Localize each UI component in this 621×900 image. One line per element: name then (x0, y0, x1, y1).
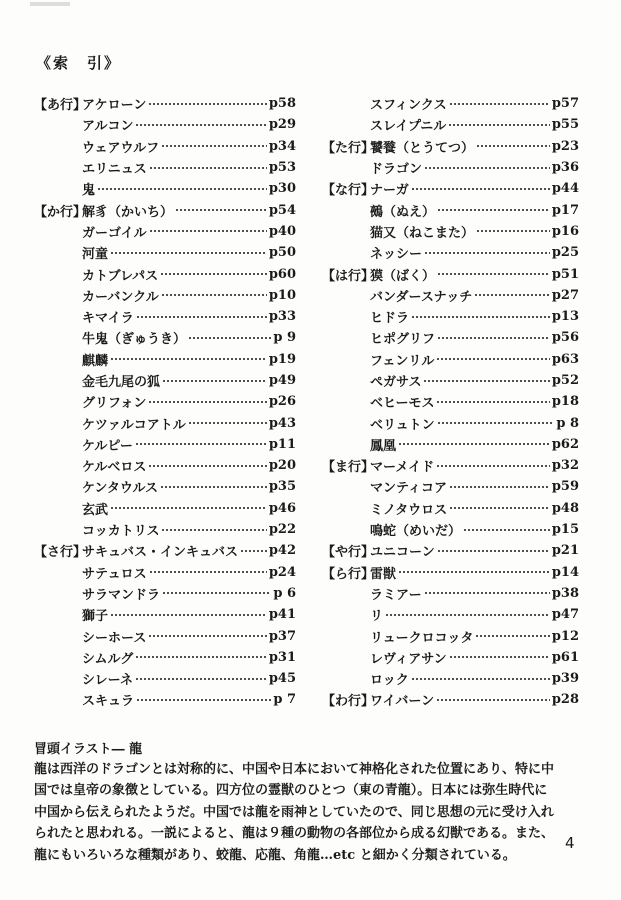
index-term: マンティコア (370, 481, 447, 497)
index-page-ref: p47 (551, 607, 579, 623)
index-page-ref: p24 (268, 564, 296, 580)
dot-leader (149, 571, 267, 573)
index-entry (322, 178, 579, 199)
index-page-ref: p17 (551, 202, 579, 218)
dot-leader (161, 529, 266, 531)
index-term: ラミアー (370, 587, 422, 603)
index-term: 鳴蛇（めいだ） (370, 524, 462, 540)
index-page-ref: p27 (551, 287, 579, 303)
index-entry (322, 625, 579, 646)
index-term: ロック (370, 673, 409, 689)
dot-leader (162, 592, 271, 594)
index-term: ワイバーン (370, 694, 435, 710)
index-entry (322, 306, 579, 327)
index-term: ミノタウロス (370, 502, 448, 518)
index-entry (322, 647, 579, 668)
index-column-right (322, 93, 579, 711)
dot-leader (240, 550, 267, 552)
index-term: サキュバス・インキュバス (82, 545, 239, 561)
index-entry (322, 114, 579, 135)
index-page-ref: p59 (551, 479, 579, 495)
index-term: キマイラ (82, 311, 134, 327)
dot-leader (110, 507, 267, 509)
index-entry (322, 562, 579, 583)
index-term: ドラゴン (370, 162, 423, 178)
index-page-ref: p38 (551, 585, 579, 601)
index-page-ref: p46 (268, 500, 296, 516)
index-page-ref: p 6 (273, 585, 296, 601)
dot-leader (436, 699, 550, 701)
index-page-ref: p62 (551, 436, 579, 452)
index-entry (322, 498, 579, 519)
index-term: 猫又（ねこまた） (370, 225, 475, 241)
index-page-ref: p12 (551, 628, 579, 644)
index-term: 玄武 (82, 502, 109, 518)
dot-leader (135, 124, 266, 126)
index-entry (34, 412, 296, 433)
index-term: 麒麟 (82, 353, 109, 369)
dot-leader (188, 422, 267, 424)
index-page-ref: p50 (268, 245, 296, 261)
index-entry (322, 689, 579, 710)
index-term: マーメイド (370, 460, 435, 476)
index-page-ref: p35 (268, 479, 296, 495)
dot-leader (437, 422, 555, 424)
index-term: カーバンクル (82, 289, 159, 305)
dot-leader (449, 507, 550, 509)
dot-leader (448, 124, 550, 126)
index-term: スフィンクス (370, 98, 447, 114)
index-entry (322, 199, 579, 220)
index-page-ref: p34 (268, 138, 296, 154)
dot-leader (136, 699, 271, 701)
index-entry (322, 93, 579, 114)
dot-leader (449, 103, 550, 105)
index-term: 河童 (82, 247, 109, 263)
index-term: シムルグ (82, 651, 134, 667)
dot-leader (436, 358, 549, 360)
index-page-ref: p 9 (273, 330, 296, 346)
dot-leader (437, 550, 550, 552)
index-term: ケルベロス (82, 460, 147, 476)
index-page-ref: p10 (268, 287, 296, 303)
index-entry (34, 114, 296, 135)
index-group-label: 【ら行】 (322, 566, 375, 582)
index-entry (34, 519, 296, 540)
dot-leader (411, 678, 550, 680)
index-page-ref: p37 (268, 628, 296, 644)
index-page-ref: p58 (268, 96, 296, 112)
index-page-ref: p11 (268, 436, 296, 452)
index-term: ヒドラ (370, 311, 410, 327)
dot-leader (411, 316, 550, 318)
index-entry (322, 476, 579, 497)
index-term: ペガサス (370, 375, 422, 390)
index-page-ref: p22 (268, 522, 296, 538)
index-term: 獅子 (82, 609, 109, 625)
index-page-ref: p23 (551, 138, 579, 154)
index-term: レヴィアサン (370, 651, 447, 667)
index-term: グリフォン (82, 396, 147, 412)
index-group-label: 【た行】 (322, 140, 375, 156)
index-entry (34, 136, 296, 157)
dot-leader (161, 145, 267, 147)
index-column-left (34, 93, 296, 711)
index-term: ナーガ (370, 183, 409, 199)
index-entry (34, 242, 296, 263)
index-page-ref: p56 (551, 330, 579, 346)
index-entry (322, 263, 579, 284)
index-entry (34, 625, 296, 646)
index-entry (34, 306, 296, 327)
dot-leader (148, 401, 266, 403)
index-page-ref: p25 (551, 245, 579, 261)
dot-leader (135, 443, 267, 445)
index-page-ref: p16 (551, 223, 579, 239)
index-page-ref: p42 (268, 543, 296, 559)
index-page-ref: p63 (551, 351, 579, 367)
index-page-ref: p26 (268, 394, 296, 410)
index-term: 解豸（かいち） (82, 204, 174, 220)
dot-leader (110, 358, 267, 360)
dot-leader (161, 294, 267, 296)
index-term: 獏（ばく） (370, 268, 436, 284)
dot-leader (423, 380, 549, 382)
dot-leader (476, 145, 550, 147)
index-term: 饕餮（とうてつ） (370, 140, 475, 156)
index-term: アケローン (82, 98, 147, 114)
index-group-label: 【や行】 (322, 545, 375, 561)
index-entry (322, 370, 579, 391)
index-page-ref: p19 (268, 351, 296, 367)
index-page-ref: p57 (551, 96, 579, 112)
dot-leader (149, 230, 267, 232)
index-group-label: 【な行】 (322, 183, 375, 199)
index-term: スキュラ (82, 694, 135, 710)
index-group-label: 【あ行】 (34, 98, 87, 114)
index-entry (34, 434, 296, 455)
dot-leader (160, 273, 267, 275)
index-entry (34, 540, 296, 561)
index-page-ref: p41 (268, 607, 296, 623)
index-group-label: 【か行】 (34, 204, 87, 220)
dot-leader (175, 209, 267, 211)
index-term: 鬼 (82, 183, 96, 199)
index-page-ref: p29 (268, 117, 296, 133)
dot-leader (437, 273, 550, 275)
dot-leader (476, 230, 550, 232)
index-entry (34, 327, 296, 348)
index-entry (34, 157, 296, 178)
index-term: サラマンドラ (82, 587, 161, 603)
index-entry (322, 412, 579, 433)
index-page-ref: p48 (551, 500, 579, 516)
dot-leader (148, 635, 266, 637)
dot-leader (149, 167, 267, 169)
index-term: ガーゴイル (82, 225, 147, 241)
index-term: バンダースナッチ (370, 289, 473, 305)
dot-leader (424, 592, 550, 594)
index-entry (34, 689, 296, 710)
index-entry (322, 668, 579, 689)
index-page-ref: p 7 (273, 692, 296, 708)
index-term: カトブレパス (82, 268, 159, 284)
dot-leader (436, 465, 550, 467)
index-entry (322, 157, 579, 178)
index-term: ヒポグリフ (370, 332, 436, 348)
dot-leader (398, 443, 550, 445)
index-entry (34, 199, 296, 220)
index-entry (34, 221, 296, 242)
index-page-ref: p39 (551, 671, 579, 687)
index-term: ケルピー (82, 438, 133, 454)
index-entry (322, 455, 579, 476)
index-entry (34, 455, 296, 476)
index-page-ref: p28 (551, 692, 579, 708)
section-title: 冒頭イラスト― 龍 (34, 742, 143, 757)
index-page-ref: p55 (551, 117, 579, 133)
index-term: スレイプニル (370, 119, 447, 135)
index-group-label: 【わ行】 (322, 694, 375, 710)
index-term: シレーネ (82, 673, 134, 689)
dot-leader (437, 209, 550, 211)
index-entry (322, 136, 579, 157)
index-term: サテュロス (82, 566, 147, 582)
index-page-ref: p21 (551, 543, 579, 559)
dot-leader (160, 486, 267, 488)
index-page-ref: p36 (551, 160, 579, 176)
index-page-ref: p 8 (556, 415, 579, 431)
dot-leader (449, 656, 550, 658)
index-term: ユニコーン (370, 545, 435, 561)
index-term: ウェアウルフ (82, 140, 160, 156)
dot-leader (110, 252, 267, 254)
dot-leader (97, 188, 267, 190)
dot-leader (449, 486, 550, 488)
dot-leader (463, 529, 550, 531)
dot-leader (475, 635, 549, 637)
dot-leader (474, 294, 550, 296)
index-page-ref: p43 (268, 415, 296, 431)
index-entry (322, 583, 579, 604)
index-page-ref: p51 (551, 266, 579, 282)
dot-leader (188, 337, 271, 339)
index-term: リ (370, 609, 384, 625)
index-entry (34, 391, 296, 412)
index-page-ref: p40 (268, 223, 296, 239)
index-group-label: 【さ行】 (34, 545, 87, 561)
index-term: 牛鬼（ぎゅうき） (82, 332, 187, 348)
index-page-ref: p52 (551, 373, 579, 388)
dot-leader (162, 380, 267, 382)
index-term: 金毛九尾の狐 (82, 375, 161, 390)
index-entry (34, 647, 296, 668)
index-entry (34, 604, 296, 625)
dot-leader (135, 678, 267, 680)
index-entry (34, 668, 296, 689)
index-page-ref: p15 (551, 522, 579, 538)
body-paragraph: 龍は西洋のドラゴンとは対称的に、中国や日本において神格化された位置にあり、特に中 国では皇帝の象徴としている。四方位の霊獣のひとつ（東の青龍）。日本には弥生時代に 中国から伝えられたようだ。中国では龍を雨神としていたので、同じ思想の元に受け入れ られたと思われる。一説によると、龍は９種の動物の各部位から成る幻獣である。また、 龍にもいろいろな種類があり、蛟龍、応龍、角龍…etc と細かく分類されている。 (34, 762, 555, 863)
index-term: コッカトリス (82, 524, 160, 540)
index-entry (34, 370, 296, 391)
index-page-ref: p20 (268, 458, 296, 474)
index-page-ref: p14 (551, 564, 579, 580)
index-page-ref: p18 (551, 394, 579, 410)
index-entry (322, 604, 579, 625)
index-term: 鵺（ぬえ） (370, 204, 436, 220)
index-entry (34, 263, 296, 284)
index-entry (34, 562, 296, 583)
dot-leader (398, 571, 550, 573)
dot-leader (135, 656, 267, 658)
index-term: ベリュトン (370, 417, 435, 433)
index-group-label: 【ま行】 (322, 460, 375, 476)
dot-leader (148, 465, 266, 467)
index-page-ref: p32 (551, 458, 579, 474)
index-entry (34, 349, 296, 370)
index-page-ref: p54 (268, 202, 296, 218)
index-entry (322, 221, 579, 242)
index-page-ref: p45 (268, 671, 296, 687)
index-page-ref: p30 (268, 181, 296, 197)
index-page-ref: p49 (268, 373, 296, 388)
index-page-ref: p61 (551, 649, 579, 665)
dot-leader (424, 252, 550, 254)
dot-leader (385, 614, 550, 616)
index-entry (322, 349, 579, 370)
index-term: シーホース (82, 630, 147, 646)
index-entry (34, 178, 296, 199)
index-entry (34, 285, 296, 306)
dot-leader (424, 167, 550, 169)
index-term: ケツァルコアトル (82, 417, 186, 433)
index-entry (322, 434, 579, 455)
index-entry (34, 93, 296, 114)
index-page-ref: p53 (268, 160, 296, 176)
index-term: フェンリル (370, 353, 435, 369)
index-term: ベヒーモス (370, 396, 435, 412)
top-edge-mark (30, 2, 70, 6)
index-term: ネッシー (370, 247, 423, 263)
index-page-ref: p60 (268, 266, 296, 282)
index-entry (34, 498, 296, 519)
index-entry (322, 327, 579, 348)
index-term: 雷獣 (370, 566, 397, 582)
dot-leader (437, 337, 550, 339)
dot-leader (436, 401, 549, 403)
index-group-label: 【は行】 (322, 268, 375, 284)
index-term: エリニュス (82, 162, 147, 178)
index-term: アルコン (82, 119, 134, 135)
dot-leader (136, 316, 267, 318)
index-heading: 《索 引》 (36, 54, 122, 72)
index-term: 鳳凰 (370, 438, 397, 454)
dot-leader (110, 614, 267, 616)
index-term: ケンタウルス (82, 481, 159, 497)
index-entry (322, 519, 579, 540)
index-page-ref: p33 (268, 309, 296, 325)
index-entry (322, 242, 579, 263)
index-entry (322, 540, 579, 561)
index-entry (34, 583, 296, 604)
dot-leader (148, 103, 266, 105)
index-entry (322, 285, 579, 306)
dot-leader (411, 188, 550, 190)
index-page-ref: p31 (268, 649, 296, 665)
index-page-ref: p44 (551, 181, 579, 197)
index-term: リュークロコッタ (370, 630, 474, 646)
index-page-ref: p13 (551, 309, 579, 325)
index-entry (322, 391, 579, 412)
index-entry (34, 476, 296, 497)
page-number: 4 (565, 834, 575, 852)
